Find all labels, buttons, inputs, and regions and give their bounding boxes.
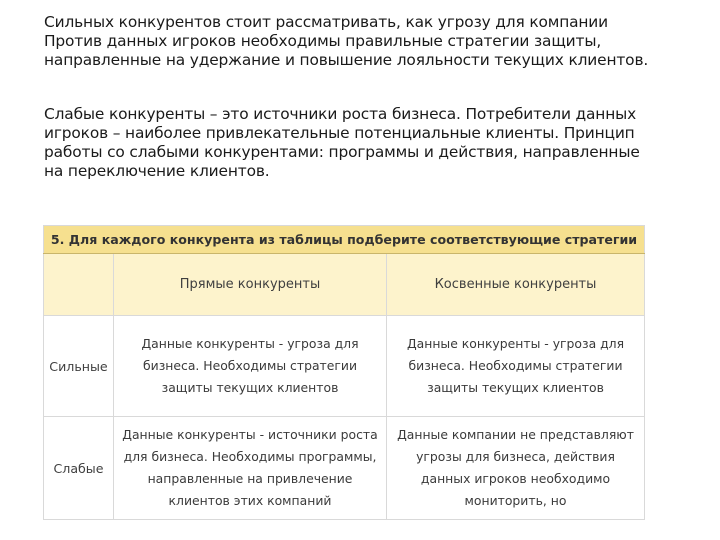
paragraph-strong-competitors (44, 13, 694, 70)
cell-line: защиты текущих клиентов (161, 380, 339, 395)
table-row-weak (44, 417, 645, 520)
cell-line: мониторить, но (464, 493, 567, 508)
paragraph-line: Слабые конкуренты – это источники роста бизнеса. Потребители данных (44, 105, 637, 123)
row-header-weak: Слабые (44, 417, 114, 520)
cell-strong-indirect (387, 316, 645, 417)
table-row-strong (44, 316, 645, 417)
cell-weak-direct (114, 417, 387, 520)
cell-line: Данные конкуренты - источники роста (122, 427, 378, 442)
table-header-row (44, 254, 645, 316)
cell-weak-indirect (387, 417, 645, 520)
paragraph-line: на переключение клиентов. (44, 162, 270, 180)
cell-line: данных игроков необходимо (420, 471, 611, 486)
cell-line: угрозы для бизнеса, действия (416, 449, 615, 464)
cell-line: бизнеса. Необходимы стратегии (408, 358, 623, 373)
cell-line: Данные конкуренты - угроза для (406, 336, 625, 351)
cell-line: бизнеса. Необходимы стратегии (143, 358, 357, 373)
cell-line: защиты текущих клиентов (427, 380, 604, 395)
cell-line: направленные на привлечение (147, 471, 353, 486)
competitor-strategy-table (43, 225, 645, 520)
table-title-row (44, 226, 645, 254)
column-header-indirect: Косвенные конкуренты (387, 254, 645, 316)
table-title: 5. Для каждого конкурента из таблицы подберите соответствующие стратегии (44, 226, 645, 254)
cell-line: Данные конкуренты - угроза для (141, 336, 359, 351)
paragraph-line: игроков – наиболее привлекательные потенциальные клиенты. Принцип (44, 124, 635, 142)
paragraph-line: работы со слабыми конкурентами: программы и действия, направленные (44, 143, 640, 161)
column-header-direct: Прямые конкуренты (114, 254, 387, 316)
paragraph-line: Против данных игроков необходимы правильные стратегии защиты, (44, 32, 602, 50)
paragraph-line: направленные на удержание и повышение лояльности текущих клиентов. (44, 51, 649, 69)
row-header-strong: Сильные (44, 316, 114, 417)
corner-cell (44, 254, 114, 316)
paragraph-weak-competitors (44, 105, 694, 181)
cell-line: Данные компании не представляют (397, 427, 634, 442)
cell-line: для бизнеса. Необходимы программы, (123, 449, 377, 464)
cell-line: клиентов этих компаний (168, 493, 332, 508)
cell-strong-direct (114, 316, 387, 417)
paragraph-line: Сильных конкурентов стоит рассматривать, как угрозу для компании (44, 13, 609, 31)
